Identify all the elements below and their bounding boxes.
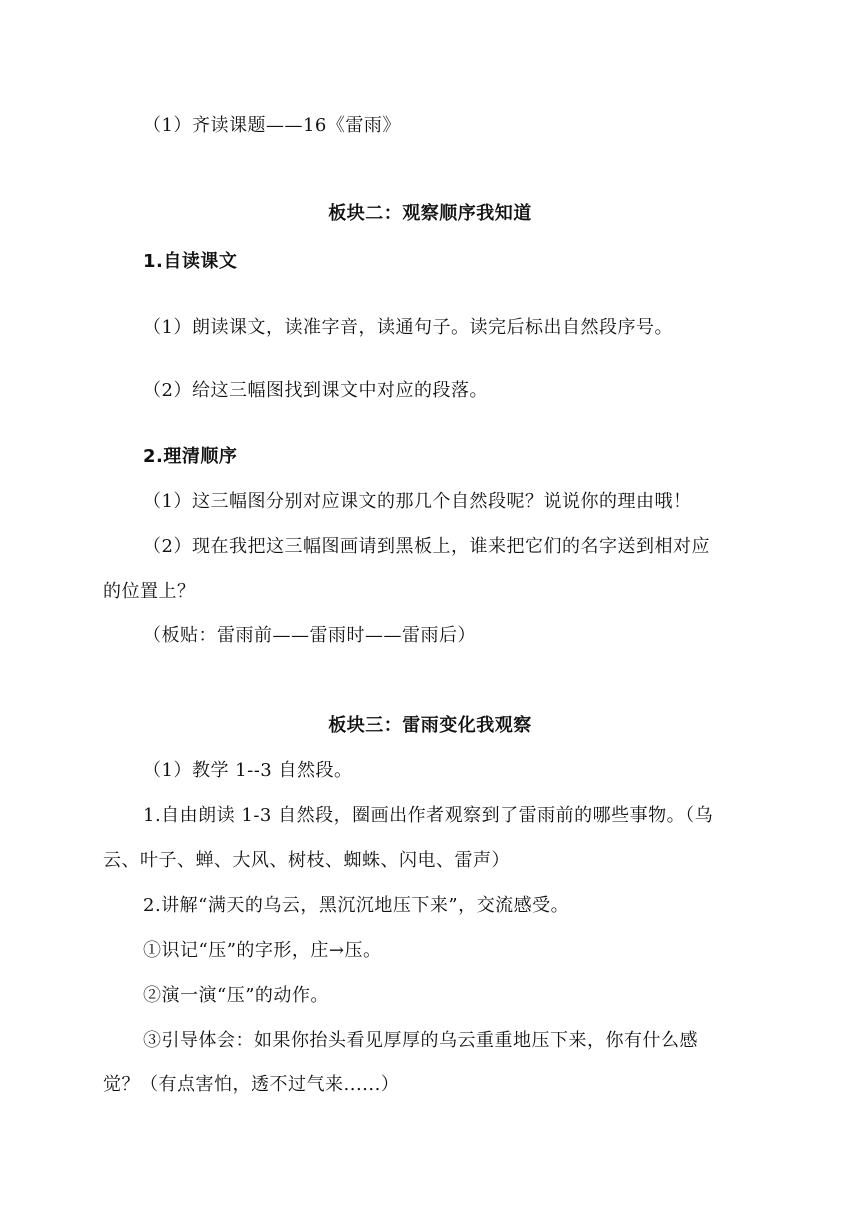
paragraph-line: （1）这三幅图分别对应课文的那几个自然段呢？说说你的理由哦！ — [143, 491, 692, 512]
paragraph-line: 2.讲解“满天的乌云，黑沉沉地压下来”，交流感受。 — [143, 895, 570, 916]
paragraph-line: ③引导体会：如果你抬头看见厚厚的乌云重重地压下来，你有什么感 — [143, 1030, 698, 1051]
subheading-self-reading: 1.自读课文 — [143, 251, 238, 272]
paragraph-line: （板贴：雷雨前——雷雨时——雷雨后） — [143, 625, 476, 646]
paragraph-line-continued: 云、叶子、蝉、大风、树枝、蜘蛛、闪电、雷声） — [103, 850, 510, 871]
section-heading-3: 板块三：雷雨变化我观察 — [328, 715, 532, 736]
paragraph-line: ②演一演“压”的动作。 — [143, 985, 329, 1006]
paragraph-line: ①识记“压”的字形，庄→压。 — [143, 940, 382, 961]
paragraph-line: （1）齐读课题——16《雷雨》 — [143, 115, 401, 136]
paragraph-line: （2）现在我把这三幅图画请到黑板上，谁来把它们的名字送到相对应 — [143, 536, 710, 557]
paragraph-line-continued: 觉？（有点害怕，透不过气来......） — [103, 1074, 400, 1095]
paragraph-line: （1）朗读课文，读准字音，读通句子。读完后标出自然段序号。 — [143, 317, 673, 338]
subheading-clarify-order: 2.理清顺序 — [143, 446, 238, 467]
paragraph-line: 1.自由朗读 1-3 自然段，圈画出作者观察到了雷雨前的哪些事物。（乌 — [143, 805, 714, 826]
paragraph-line: （1）教学 1--3 自然段。 — [143, 760, 353, 781]
paragraph-line-continued: 的位置上？ — [103, 581, 196, 602]
paragraph-line: （2）给这三幅图找到课文中对应的段落。 — [143, 380, 488, 401]
section-heading-2: 板块二：观察顺序我知道 — [328, 203, 532, 224]
